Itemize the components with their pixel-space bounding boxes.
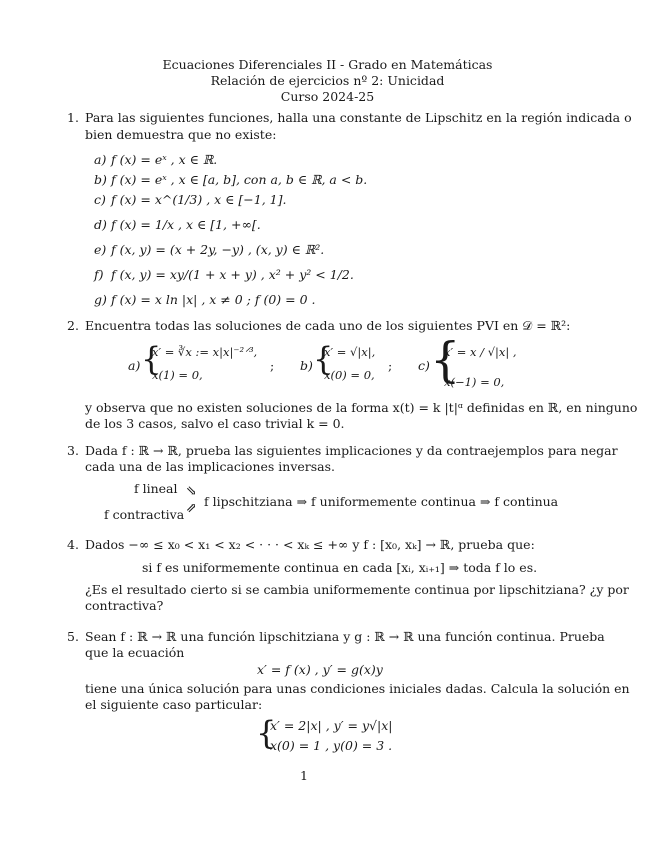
ex1-item-d-label: d) <box>94 217 107 232</box>
ex3-intro-line2: cada una de las implicaciones inversas. <box>85 459 336 474</box>
ex2-sep-1: ; <box>270 358 275 373</box>
ex1-item-b: f (x) = eˣ , x ∈ [a, b], con a, b ∈ ℝ, a < b. <box>111 172 368 187</box>
ex2-intro: Encuentra todas las soluciones de cada uno de los siguientes PVI en 𝒟 = ℝ²: <box>85 318 571 333</box>
ex3-lineal: f lineal <box>134 481 178 496</box>
ex2-c-eq1: x′ = x / √|x| , <box>444 345 517 359</box>
ex2-a-label: a) <box>128 358 141 373</box>
ex1-item-a: f (x) = eˣ , x ∈ ℝ. <box>111 152 218 167</box>
ex5-system-eq1: x′ = 2|x| , y′ = y√|x| <box>270 718 393 733</box>
ex1-item-f-label: f) <box>94 267 104 282</box>
ex1-intro-line2: bien demuestra que no existe: <box>85 127 277 142</box>
ex4-statement: si f es uniformemente continua en cada [xᵢ, xᵢ₊₁] ⇒ toda f lo es. <box>142 560 538 575</box>
ex4-question-line1: ¿Es el resultado cierto si se cambia uniformemente continua por lipschitziana? ¿y por <box>85 582 629 597</box>
ex2-b-eq1: x′ = √|x|, <box>324 345 376 359</box>
ex3-number: 3. <box>67 443 79 458</box>
ex1-item-c: f (x) = x^(1/3) , x ∈ [−1, 1]. <box>111 192 287 207</box>
ex2-a-brace: { <box>141 340 162 378</box>
ex2-outro-line2: de los 3 casos, salvo el caso trivial k = 0. <box>85 416 345 431</box>
ex4-intro: Dados −∞ ≤ x₀ < x₁ < x₂ < · · · < xₖ ≤ +∞ y f : [x₀, xₖ] → ℝ, prueba que: <box>85 537 535 552</box>
ex5-intro-line1: Sean f : ℝ → ℝ una función lipschitziana y g : ℝ → ℝ una función continua. Prueba <box>85 629 605 644</box>
ex3-down-implies-arrow: ⇘ <box>186 484 197 499</box>
ex1-item-d: f (x) = 1/x , x ∈ [1, +∞[. <box>111 217 261 232</box>
ex1-intro-line1: Para las siguientes funciones, halla una constante de Lipschitz en la región indicada o <box>85 110 632 125</box>
ex2-a-eq1: x′ = ∛x := x|x|⁻²ᐟ³, <box>152 345 258 359</box>
doc-subtitle: Relación de ejercicios nº 2: Unicidad <box>210 73 445 88</box>
ex2-a-eq2: x(1) = 0, <box>152 368 203 382</box>
ex3-implication-chain: f lipschitziana ⇒ f uniformemente continua ⇒ f continua <box>204 494 559 509</box>
ex2-b-eq2: x(0) = 0, <box>324 368 375 382</box>
ex3-contractiva: f contractiva <box>104 507 185 522</box>
ex2-c-brace: { <box>430 332 461 388</box>
ex2-b-brace: { <box>313 340 334 378</box>
ex1-number: 1. <box>67 110 79 125</box>
ex2-b-label: b) <box>300 358 313 373</box>
ex2-c-eq2: x(−1) = 0, <box>444 375 505 389</box>
ex1-item-c-label: c) <box>94 192 106 207</box>
ex4-number: 4. <box>67 537 79 552</box>
ex5-equation: x′ = f (x) , y′ = g(x)y <box>257 662 383 677</box>
ex1-item-e-label: e) <box>94 242 107 257</box>
ex1-item-f: f (x, y) = xy/(1 + x + y) , x² + y² < 1/2. <box>111 267 354 282</box>
ex2-sep-2: ; <box>388 358 393 373</box>
ex5-number: 5. <box>67 629 79 644</box>
ex3-intro-line1: Dada f : ℝ → ℝ, prueba las siguientes implicaciones y da contraejemplos para negar <box>85 443 618 458</box>
ex5-text-line1: tiene una única solución para unas condiciones iniciales dadas. Calcula la solución en <box>85 681 630 696</box>
ex2-c-label: c) <box>418 358 430 373</box>
ex5-text-line2: el siguiente caso particular: <box>85 697 263 712</box>
doc-title: Ecuaciones Diferenciales II - Grado en Matemáticas <box>162 57 493 72</box>
ex5-system-eq2: x(0) = 1 , y(0) = 3 . <box>270 738 393 753</box>
ex1-item-a-label: a) <box>94 152 107 167</box>
ex3-up-implies-arrow: ⇗ <box>186 501 197 516</box>
ex5-system-brace: { <box>256 714 277 752</box>
ex1-item-g-label: g) <box>94 292 107 307</box>
ex1-item-b-label: b) <box>94 172 107 187</box>
doc-course: Curso 2024-25 <box>280 89 375 104</box>
ex4-question-line2: contractiva? <box>85 598 164 613</box>
ex1-item-e: f (x, y) = (x + 2y, −y) , (x, y) ∈ ℝ². <box>111 242 325 257</box>
ex1-item-g: f (x) = x ln |x| , x ≠ 0 ; f (0) = 0 . <box>111 292 316 307</box>
page-number: 1 <box>300 768 308 783</box>
ex2-number: 2. <box>67 318 79 333</box>
ex5-intro-line2: que la ecuación <box>85 645 185 660</box>
ex2-outro-line1: y observa que no existen soluciones de la forma x(t) = k |t|ᵅ definidas en ℝ, en ninguno <box>85 400 638 415</box>
